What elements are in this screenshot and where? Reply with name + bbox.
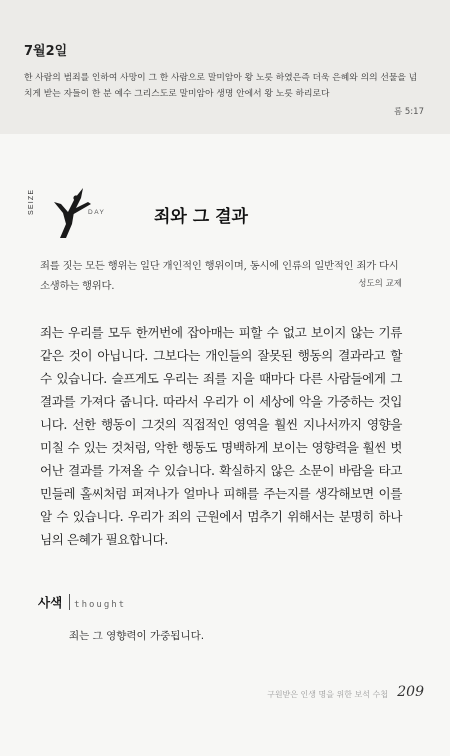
quote-source: 성도의 교제 [358, 279, 402, 289]
header-band [0, 0, 450, 134]
footer-book-title: 구원받은 인생 명을 위한 보석 수첩 [267, 690, 388, 699]
body-paragraph: 죄는 우리를 모두 한꺼번에 잡아매는 피할 수 없고 보이지 않는 기류 같은 것이 아닙니다. 그보다는 개인들의 잘못된 행동의 결과라고 할 수 있습니다. 슬프게도 우리는 죄를 지을 때마다 다른 사람들에게 그 결과를 가져다 줍니다. 따라서 우리가 이 세상에 악을 가중하는 것입니다. 선한 행동이 그것의 직접적인 영역을 훨씬 지나서까지 영향을 미칠 수 있는 것처럼, 악한 행동도 명백하게 보이는 영향력을 훨씬 벗어난 결과를 가져올 수 있습니다. 확실하지 않은 소문이 바람을 타고 민들레 홀씨처럼 퍼져나가 얼마나 피해를 주는지를 생각해보면 이를 알 수 있습니다. 우리가 죄의 근원에서 멈추기 위해서는 분명히 하나님의 은혜가 필요합니다. [40, 325, 402, 547]
epigraph-quote: 죄를 짓는 모든 행위는 일단 개인적인 행위이며, 동시에 인류의 일반적인 죄가 다시 소생하는 행위다. [40, 260, 399, 292]
thought-label-en: thought [74, 600, 127, 610]
title-area [30, 180, 430, 250]
svg-text:SEIZE: SEIZE [28, 188, 35, 215]
thought-header [38, 592, 126, 611]
svg-text:DAY: DAY [88, 209, 106, 216]
thought-text: 죄는 그 영향력이 가중됩니다. [69, 630, 205, 642]
thought-divider [69, 594, 70, 610]
page-number: 209 [397, 684, 424, 700]
date-heading: 7월2일 [24, 44, 68, 59]
scripture-reference: 롬 5:17 [393, 107, 424, 117]
seize-the-day-logo [30, 180, 145, 250]
scripture-verse: 한 사람의 범죄를 인하여 사망이 그 한 사람으로 말미암아 왕 노릇 하였은즉 더욱 은혜와 의의 선물을 넘치게 받는 자들이 한 분 예수 그리스도로 말미암아 생명 안에서 왕 노릇 하리로다 [24, 73, 418, 99]
thought-label-ko: 사색 [38, 595, 63, 610]
page-title: 죄와 그 결과 [154, 207, 248, 227]
